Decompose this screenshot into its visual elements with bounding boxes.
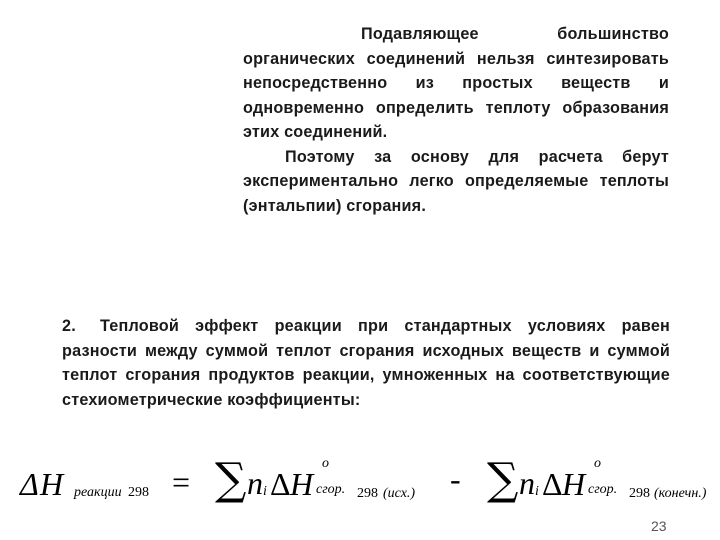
formula-standard-superscript-1: o bbox=[322, 456, 329, 471]
formula-n-1: n bbox=[247, 465, 263, 501]
formula-sum-sign-1: ∑ bbox=[215, 454, 247, 505]
formula-equals: = bbox=[172, 464, 191, 500]
paragraph-intro: Подавляющее большинство органических соединений нельзя синтезировать непосредственно из простых веществ и одновременно определить теплоту образования этих соединений. bbox=[243, 25, 669, 141]
paragraph-therefore: Поэтому за основу для расчета берут экспериментально легко определяемые теплоты (энтальпии) сгорания. bbox=[243, 147, 669, 215]
formula-h-lhs: H bbox=[40, 466, 64, 502]
formula-combustion-subscript-2: сгор. bbox=[588, 482, 618, 497]
formula-temperature-1: 298 bbox=[357, 486, 378, 501]
item-text: Тепловой эффект реакции при стандартных условиях равен разности между суммой теплот сгорания исходных веществ и суммой теплот сгорания продуктов реакции, умноженных на соответствующие стехиометрические коэффициенты: bbox=[62, 317, 670, 409]
formula-i-1: i bbox=[263, 484, 267, 499]
item-number: 2. bbox=[62, 317, 76, 335]
formula-standard-superscript-2: o bbox=[594, 456, 601, 471]
formula-minus: - bbox=[450, 461, 461, 497]
formula-combustion-subscript-1: сгор. bbox=[316, 482, 346, 497]
formula-lhs-temperature: 298 bbox=[128, 485, 149, 500]
enthalpy-formula bbox=[20, 448, 720, 528]
formula-temperature-2: 298 bbox=[629, 486, 650, 501]
formula-delta-1: Δ bbox=[270, 466, 291, 502]
numbered-item bbox=[62, 314, 670, 412]
formula-reactants-label: (исх.) bbox=[383, 486, 416, 501]
formula-h-1: H bbox=[290, 466, 314, 502]
formula-h-2: H bbox=[562, 466, 586, 502]
page-number: 23 bbox=[651, 518, 667, 534]
formula-delta-2: Δ bbox=[542, 466, 563, 502]
formula-lhs-subscript: реакции bbox=[74, 485, 122, 500]
formula-sum-sign-2: ∑ bbox=[487, 454, 519, 505]
text-block-rule bbox=[62, 314, 670, 412]
formula-n-2: n bbox=[519, 465, 535, 501]
formula-i-2: i bbox=[535, 484, 539, 499]
text-block-intro bbox=[243, 22, 669, 218]
formula-products-label: (конечн.) bbox=[654, 486, 707, 501]
formula-delta: Δ bbox=[20, 466, 39, 502]
